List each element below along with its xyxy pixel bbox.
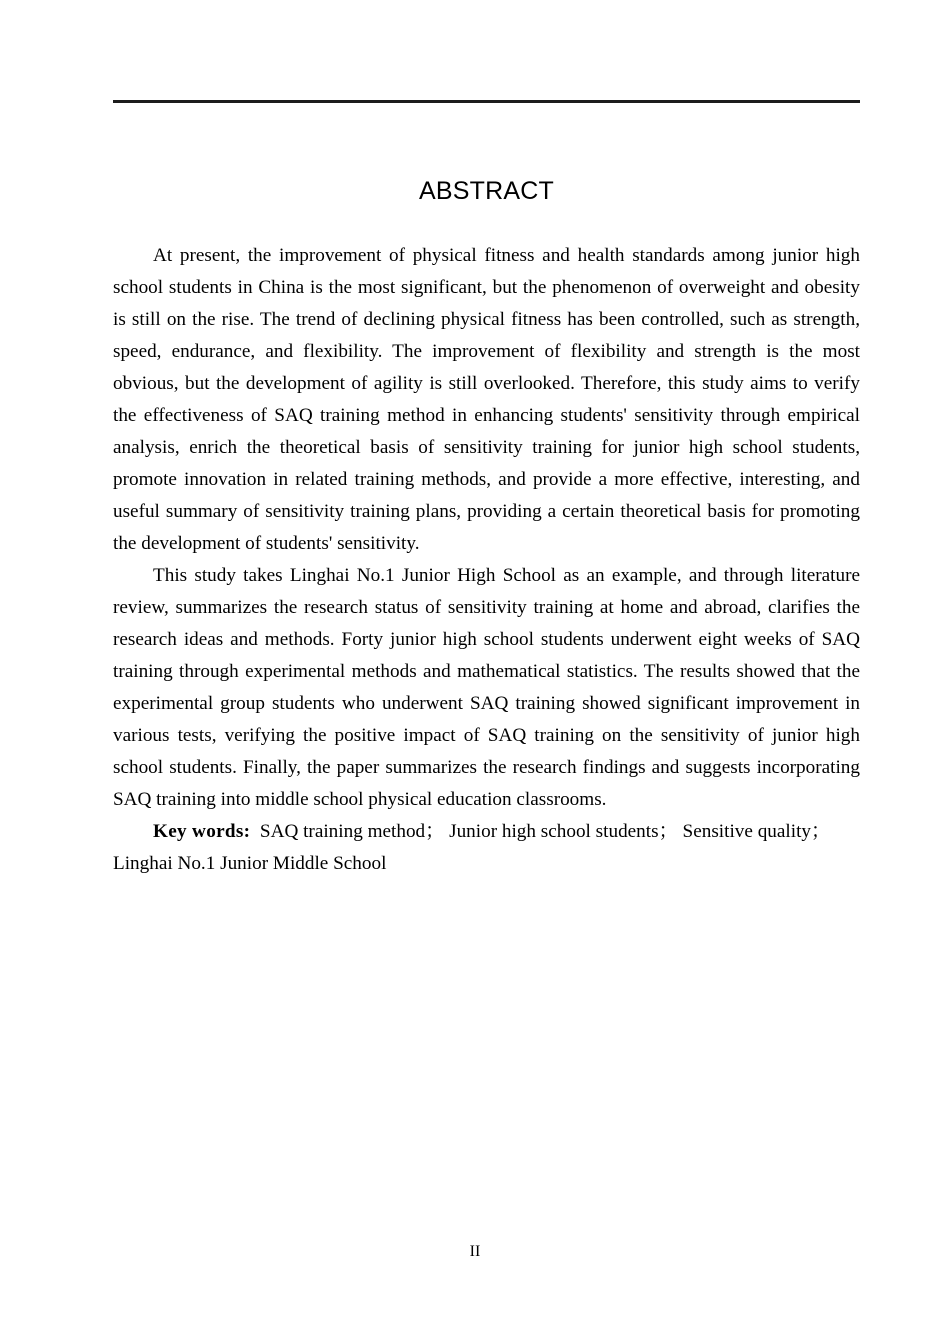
abstract-paragraph-2: This study takes Linghai No.1 Junior High School as an example, and through literature review, summarizes the research status of sensitivity training at home and abroad, clarifies the research ideas and methods. Forty junior high school students underwent eight weeks of SAQ training through experimental methods and mathematical statistics. The results showed that the experimental group students who underwent SAQ training showed significant improvement in various tests, verifying the positive impact of SAQ training on the sensitivity of junior high school students. Finally, the paper summarizes the research findings and suggests incorporating SAQ training into middle school physical education classrooms. [113,565,860,810]
keywords-line [113,816,860,880]
header-horizontal-rule [113,100,860,103]
abstract-body [113,240,860,880]
keywords-values: SAQ training method； Junior high school students； Sensitive quality； Linghai No.1 Junior Middle School [113,821,831,874]
page-title: ABSTRACT [419,177,554,205]
keywords-label: Key words: [153,821,251,842]
footer-page-number: II [469,1243,481,1260]
abstract-paragraph-1: At present, the improvement of physical fitness and health standards among junior high school students in China is the most significant, but the phenomenon of overweight and obesity is still on the rise. The trend of declining physical fitness has been controlled, such as strength, speed, endurance, and flexibility. The improvement of flexibility and strength is the most obvious, but the development of agility is still overlooked. Therefore, this study aims to verify the effectiveness of SAQ training method in enhancing students' sensitivity through empirical analysis, enrich the theoretical basis of sensitivity training for junior high school students, promote innovation in related training methods, and provide a more effective, interesting, and useful summary of sensitivity training plans, providing a certain theoretical basis for promoting the development of students' sensitivity. [113,245,860,554]
